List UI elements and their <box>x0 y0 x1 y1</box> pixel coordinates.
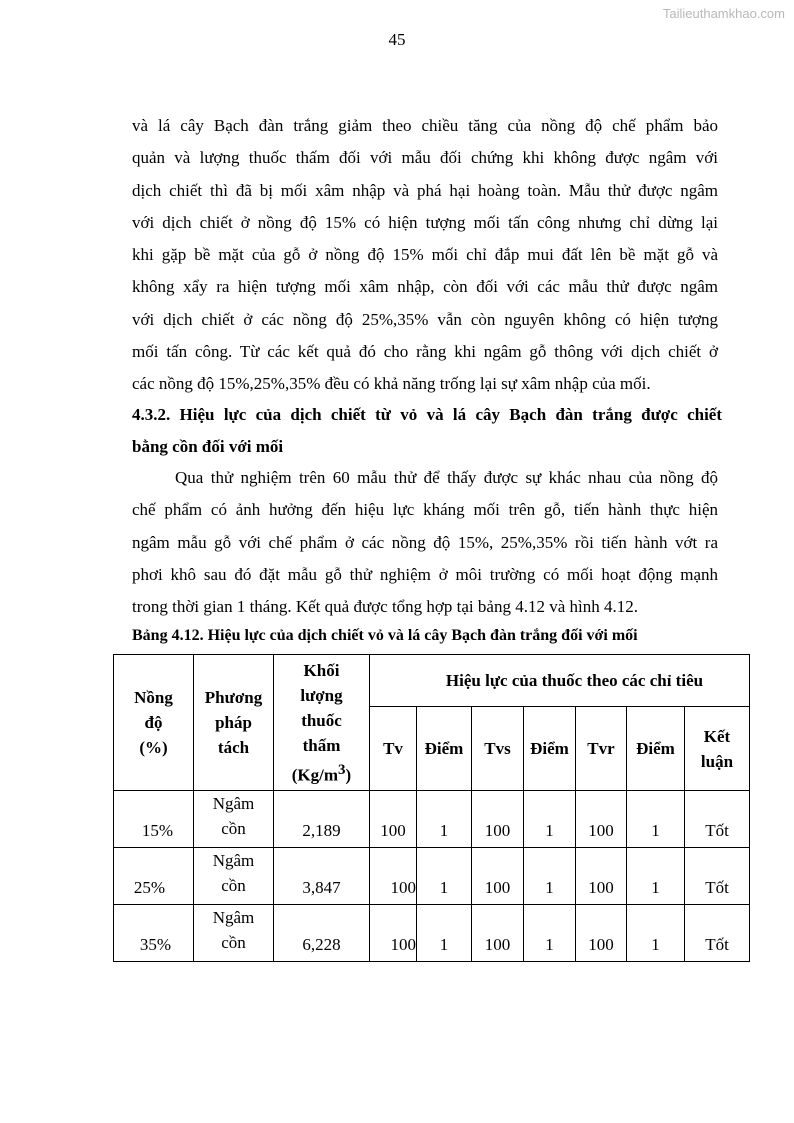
header-tvr: Tvr <box>576 707 627 791</box>
header-concentration <box>114 655 194 791</box>
heading-line: bằng cồn đối với mối <box>132 437 284 456</box>
text-line: trong thời gian 1 tháng. Kết quả được tổng hợp tại bảng 4.12 và hình 4.12. <box>132 597 638 617</box>
cell-tvr: 100 <box>576 848 627 905</box>
header-text: Phương <box>204 688 263 707</box>
cell-score: 1 <box>627 848 685 905</box>
header-score: Điểm <box>524 707 576 791</box>
table-row <box>114 848 750 905</box>
cell-score: 1 <box>417 848 472 905</box>
cell-text: cồn <box>221 819 246 838</box>
cell-concentration: 15% <box>114 791 194 848</box>
header-text: Kết <box>703 726 731 746</box>
table-caption: Bảng 4.12. Hiệu lực của dịch chiết vỏ và lá cây Bạch đàn trắng đối với mối <box>132 627 638 644</box>
text-line: phơi khô sau đó đặt mẫu gỗ thử nghiệm ở môi trường có mối hoạt động mạnh <box>132 564 718 584</box>
header-text: tách <box>217 738 250 757</box>
cell-tvs: 100 <box>472 791 524 848</box>
cell-score: 1 <box>417 905 472 962</box>
header-text: pháp <box>215 713 252 732</box>
text-line: với dịch chiết ở các nồng độ 25%,35% vẫn còn nguyên không có hiện tượng <box>132 309 718 329</box>
text-line: các nồng độ 15%,25%,35% đều có khả năng trống lại sự xâm nhập của mối. <box>132 374 651 394</box>
paragraph-2 <box>132 462 718 623</box>
cell-text: Ngâm <box>212 794 255 813</box>
paragraph-1 <box>132 110 718 401</box>
cell-text: Ngâm <box>212 908 255 927</box>
cell-score: 1 <box>524 848 576 905</box>
header-effect-group: Hiệu lực của thuốc theo các chỉ tiêu <box>370 655 750 707</box>
cell-score: 1 <box>627 791 685 848</box>
cell-amount: 3,847 <box>274 848 370 905</box>
header-method <box>194 655 274 791</box>
header-score: Điểm <box>627 707 685 791</box>
text-line: quản và lượng thuốc thấm đối với mẫu đối chứng khi không được ngâm với <box>132 148 718 168</box>
page-number: 45 <box>388 30 406 49</box>
text-line: mối tấn công. Từ các kết quả đó cho rằng khi ngâm gỗ thông với dịch chiết ở <box>132 342 718 362</box>
cell-method <box>194 848 274 905</box>
cell-concentration: 35% <box>114 905 194 962</box>
text-line: khi gặp bề mặt của gỗ ở nồng độ 15% mối chỉ đắp mui đất lên bề mặt gỗ và <box>132 245 718 265</box>
text-line: ngâm mẫu gỗ với chế phẩm ở các nồng độ 15%, 25%,35% rồi tiến hành vớt ra <box>132 532 718 552</box>
header-text: Khối <box>303 660 340 680</box>
header-text: Nồng <box>134 688 173 707</box>
cell-score: 1 <box>417 791 472 848</box>
cell-tv: 100 <box>370 848 417 905</box>
table-row <box>114 791 750 848</box>
cell-tvr: 100 <box>576 905 627 962</box>
header-score: Điểm <box>417 707 472 791</box>
header-conclusion <box>685 707 750 791</box>
text-line: với dịch chiết ở nồng độ 15% có hiện tượng mối tấn công nhưng chỉ dừng lại <box>132 212 718 232</box>
cell-score: 1 <box>524 791 576 848</box>
cell-tv: 100 <box>370 905 417 962</box>
cell-method <box>194 791 274 848</box>
text-line: chế phẩm có ảnh hưởng đến hiệu lực kháng mối trên gỗ, tiến hành thực hiện <box>132 500 718 520</box>
cell-text: cồn <box>221 933 246 952</box>
header-text: lượng <box>300 685 343 705</box>
cell-tvr: 100 <box>576 791 627 848</box>
results-table <box>113 654 750 962</box>
text-line: Qua thử nghiệm trên 60 mẫu thử để thấy được sự khác nhau của nồng độ <box>175 468 718 487</box>
header-tv: Tv <box>370 707 417 791</box>
cell-amount: 6,228 <box>274 905 370 962</box>
cell-amount: 2,189 <box>274 791 370 848</box>
header-text: (%) <box>139 738 168 757</box>
cell-tv: 100 <box>370 791 417 848</box>
cell-text: Ngâm <box>212 851 255 870</box>
header-tvs: Tvs <box>472 707 524 791</box>
section-heading <box>132 399 722 463</box>
table-row <box>114 905 750 962</box>
cell-score: 1 <box>627 905 685 962</box>
text-line: không xẩy ra hiện tượng mối xâm nhập, còn đối với các mẫu thử được ngâm <box>132 277 718 297</box>
cell-tvs: 100 <box>472 905 524 962</box>
cell-conclusion: Tốt <box>685 848 750 905</box>
unit-superscript: 3 <box>338 761 346 778</box>
text-line: và lá cây Bạch đàn trắng giảm theo chiều tăng của nồng độ chế phẩm bảo <box>132 116 718 135</box>
cell-score: 1 <box>524 905 576 962</box>
watermark: Tailieuthamkhao.com <box>662 6 785 21</box>
header-amount <box>274 655 370 791</box>
header-text: luận <box>700 751 734 771</box>
header-text: độ <box>144 713 163 732</box>
cell-tvs: 100 <box>472 848 524 905</box>
header-text: thuốc <box>301 710 342 730</box>
cell-conclusion: Tốt <box>685 905 750 962</box>
cell-text: cồn <box>221 876 246 895</box>
header-unit <box>274 758 369 788</box>
cell-concentration: 25% <box>114 848 194 905</box>
cell-method <box>194 905 274 962</box>
header-text: thấm <box>302 735 341 755</box>
heading-line: 4.3.2. Hiệu lực của dịch chiết từ vỏ và lá cây Bạch đàn trắng được chiết <box>132 405 722 424</box>
text-line: dịch chiết thì đã bị mối xâm nhập và phá hại hoàng toàn. Mẫu thử được ngâm <box>132 180 718 200</box>
cell-conclusion: Tốt <box>685 791 750 848</box>
unit-text: (Kg/m <box>291 765 339 785</box>
unit-text: ) <box>345 765 352 785</box>
